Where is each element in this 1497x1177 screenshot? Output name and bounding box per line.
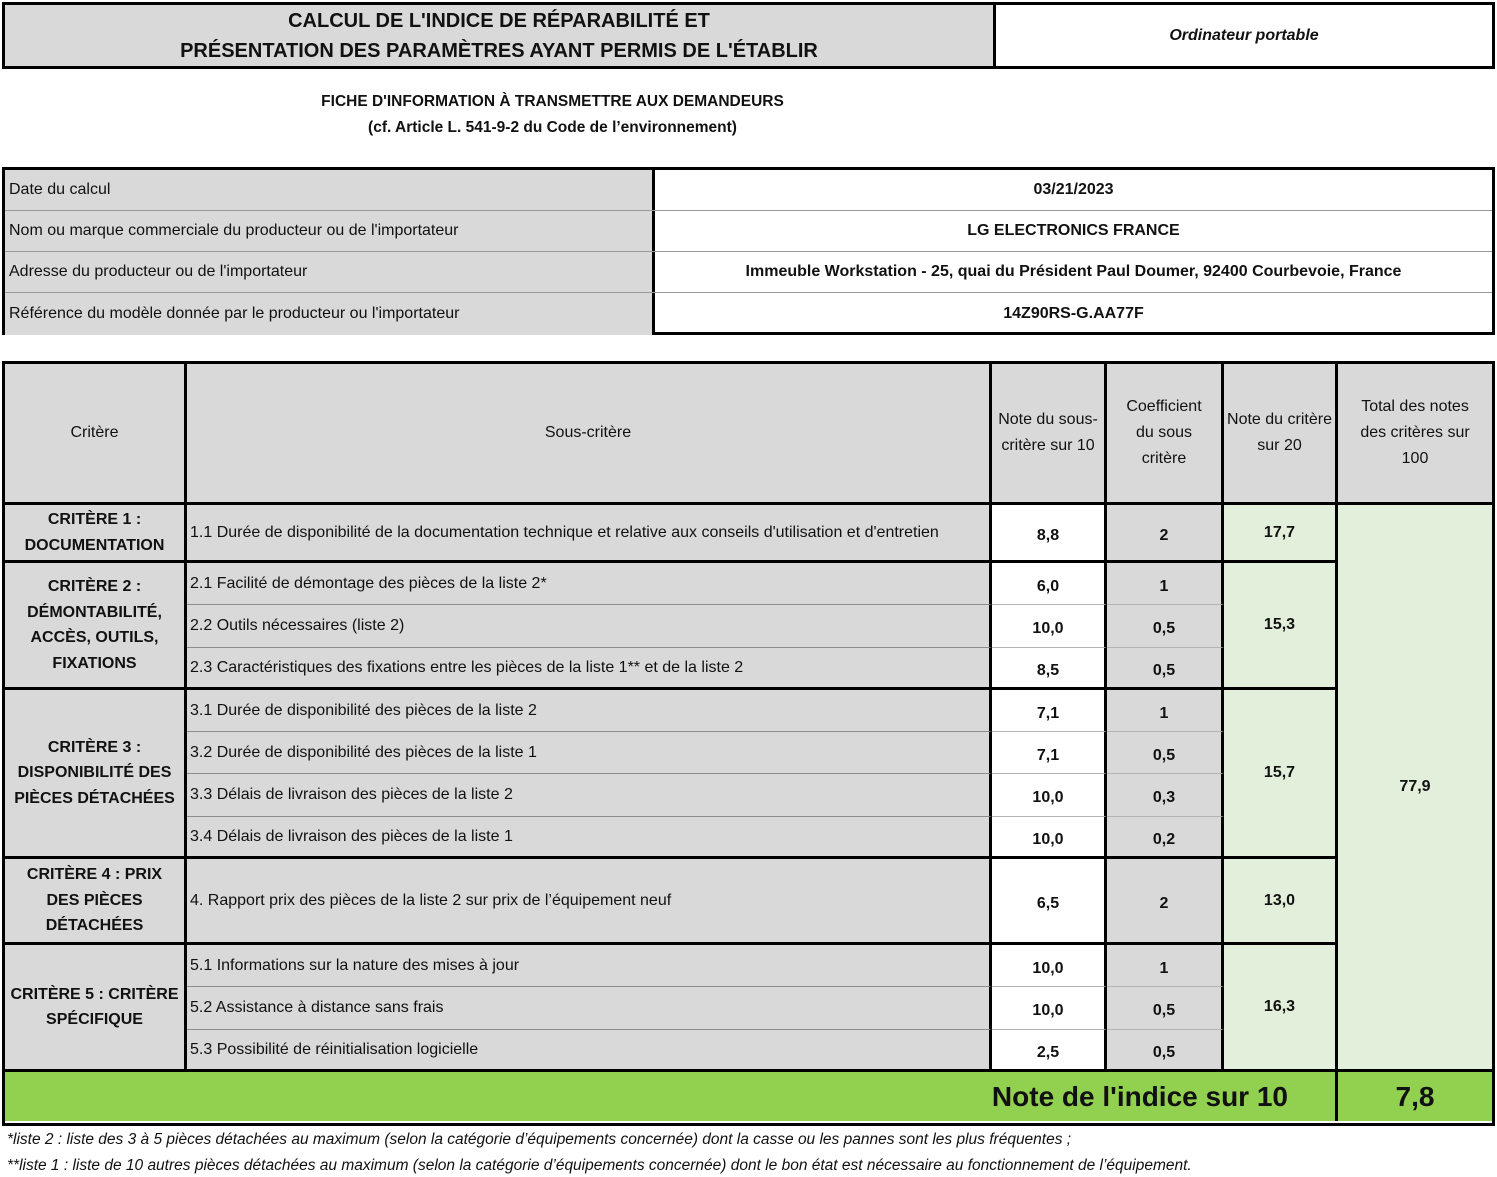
sub-criterion-3-4: 3.4 Délais de livraison des pièces de la liste 1 xyxy=(187,817,992,859)
sub-criterion-2-1: 2.1 Facilité de démontage des pièces de la liste 2* xyxy=(187,563,992,605)
criterion-3-score: 15,7 xyxy=(1224,690,1338,859)
sub-criterion-5-2: 5.2 Assistance à distance sans frais xyxy=(187,987,992,1030)
info-label: Date du calcul xyxy=(5,170,655,210)
info-value: LG ELECTRONICS FRANCE xyxy=(967,222,1180,239)
sub-coef: 2 xyxy=(1107,859,1224,945)
sub-criterion-1-1: 1.1 Durée de disponibilité de la documentation technique et relative aux conseils d'utilisation et d'entretien xyxy=(187,505,992,563)
document-title xyxy=(5,5,996,66)
document-header xyxy=(2,2,1495,69)
sub-coef: 1 xyxy=(1107,690,1224,732)
info-label: Adresse du producteur ou de l'importateur xyxy=(5,252,655,292)
criterion-1: CRITÈRE 1 : DOCUMENTATION xyxy=(5,505,187,563)
footnote-1: *liste 2 : liste des 3 à 5 pièces détachées au maximum (selon la catégorie d’équipements concernée) dont la casse ou les pannes sont les plus fréquentes ; xyxy=(7,1131,1072,1148)
sub-note: 10,0 xyxy=(992,987,1107,1030)
sub-note: 10,0 xyxy=(992,945,1107,987)
criterion-2: CRITÈRE 2 : DÉMONTABILITÉ, ACCÈS, OUTILS, FIXATIONS xyxy=(5,563,187,690)
sub-criterion-2-2: 2.2 Outils nécessaires (liste 2) xyxy=(187,605,992,648)
criterion-5-score: 16,3 xyxy=(1224,945,1338,1072)
sub-note: 7,1 xyxy=(992,690,1107,732)
info-row-address xyxy=(5,252,1492,293)
info-row-brand xyxy=(5,211,1492,252)
header-total: Total des notes des critères sur 100 xyxy=(1338,364,1492,505)
footnote-2: **liste 1 : liste de 10 autres pièces détachées au maximum (selon la catégorie d’équipements concernée) dont le bon état est nécessaire au fonctionnement de l’équipement. xyxy=(7,1157,1192,1174)
sub-coef: 0,5 xyxy=(1107,732,1224,774)
sub-coef: 0,5 xyxy=(1107,987,1224,1030)
title-line-1: CALCUL DE L'INDICE DE RÉPARABILITÉ ET xyxy=(288,9,710,32)
info-value: 03/21/2023 xyxy=(1033,181,1114,198)
sub-note: 10,0 xyxy=(992,817,1107,859)
index-value: 7,8 xyxy=(1338,1072,1492,1121)
info-table xyxy=(2,167,1495,335)
fiche-line-1: FICHE D'INFORMATION À TRANSMETTRE AUX DEMANDEURS xyxy=(321,93,784,110)
sub-coef: 0,2 xyxy=(1107,817,1224,859)
title-line-2: PRÉSENTATION DES PARAMÈTRES AYANT PERMIS DE L'ÉTABLIR xyxy=(180,39,818,62)
criterion-3: CRITÈRE 3 : DISPONIBILITÉ DES PIÈCES DÉTACHÉES xyxy=(5,690,187,859)
header-note-critere: Note du critère sur 20 xyxy=(1224,364,1338,505)
sub-criterion-2-3: 2.3 Caractéristiques des fixations entre les pièces de la liste 1** et de la liste 2 xyxy=(187,648,992,690)
sub-note: 6,0 xyxy=(992,563,1107,605)
info-row-model xyxy=(5,293,1492,335)
sub-criterion-3-3: 3.3 Délais de livraison des pièces de la liste 2 xyxy=(187,774,992,817)
sub-note: 6,5 xyxy=(992,859,1107,945)
sub-criterion-5-1: 5.1 Informations sur la nature des mises à jour xyxy=(187,945,992,987)
product-category: Ordinateur portable xyxy=(1169,26,1319,44)
index-label: Note de l'indice sur 10 xyxy=(5,1072,1338,1121)
criterion-4-score: 13,0 xyxy=(1224,859,1338,945)
info-value: 14Z90RS-G.AA77F xyxy=(1003,305,1144,322)
sub-note: 8,8 xyxy=(992,505,1107,563)
info-value: Immeuble Workstation - 25, quai du Président Paul Doumer, 92400 Courbevoie, France xyxy=(745,263,1402,280)
sub-note: 10,0 xyxy=(992,774,1107,817)
sub-coef: 0,3 xyxy=(1107,774,1224,817)
sub-note: 8,5 xyxy=(992,648,1107,690)
info-row-date xyxy=(5,170,1492,211)
sub-coef: 2 xyxy=(1107,505,1224,563)
sub-criterion-5-3: 5.3 Possibilité de réinitialisation logicielle xyxy=(187,1030,992,1072)
criterion-2-score: 15,3 xyxy=(1224,563,1338,690)
info-label: Référence du modèle donnée par le producteur ou l'importateur xyxy=(5,293,655,335)
criterion-1-score: 17,7 xyxy=(1224,505,1338,563)
sub-coef: 0,5 xyxy=(1107,1030,1224,1072)
header-note-sous-critere: Note du sous-critère sur 10 xyxy=(992,364,1107,505)
header-sous-critere: Sous-critère xyxy=(187,364,992,505)
fiche-line-2: (cf. Article L. 541-9-2 du Code de l’environnement) xyxy=(368,119,737,136)
sub-coef: 1 xyxy=(1107,945,1224,987)
info-label: Nom ou marque commerciale du producteur ou de l'importateur xyxy=(5,211,655,251)
sub-note: 10,0 xyxy=(992,605,1107,648)
sub-coef: 1 xyxy=(1107,563,1224,605)
sub-coef: 0,5 xyxy=(1107,605,1224,648)
sub-note: 2,5 xyxy=(992,1030,1107,1072)
score-table xyxy=(2,361,1495,1126)
total-score-100: 77,9 xyxy=(1338,505,1492,1072)
sub-criterion-4: 4. Rapport prix des pièces de la liste 2 sur prix de l’équipement neuf xyxy=(187,859,992,945)
header-critere: Critère xyxy=(5,364,187,505)
sub-note: 7,1 xyxy=(992,732,1107,774)
criterion-5: CRITÈRE 5 : CRITÈRE SPÉCIFIQUE xyxy=(5,945,187,1072)
sub-criterion-3-2: 3.2 Durée de disponibilité des pièces de la liste 1 xyxy=(187,732,992,774)
sub-coef: 0,5 xyxy=(1107,648,1224,690)
criterion-4: CRITÈRE 4 : PRIX DES PIÈCES DÉTACHÉES xyxy=(5,859,187,945)
header-coefficient: Coefficient du sous critère xyxy=(1107,364,1224,505)
sub-criterion-3-1: 3.1 Durée de disponibilité des pièces de la liste 2 xyxy=(187,690,992,732)
